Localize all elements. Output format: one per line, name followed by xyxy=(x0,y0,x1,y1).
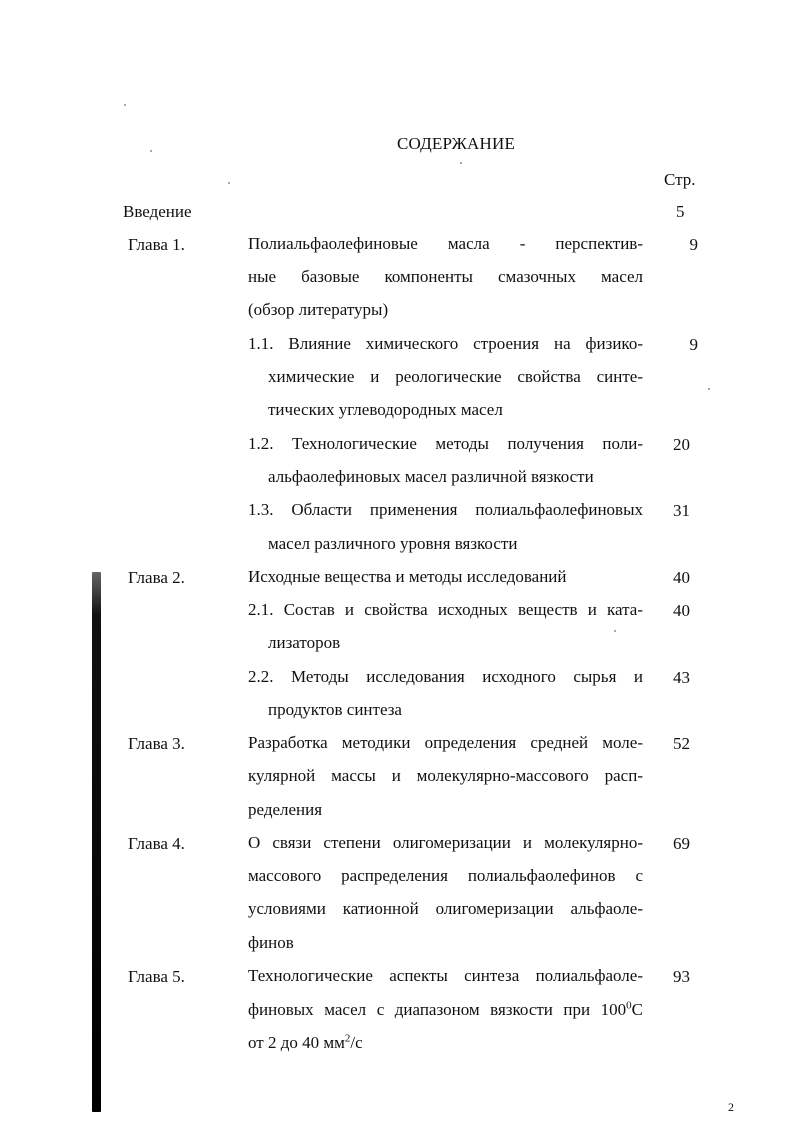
section-2-2-line: продуктов синтеза xyxy=(268,700,402,719)
chapter-5-title-line-3 xyxy=(248,1034,643,1051)
page-number: 2 xyxy=(728,1100,734,1114)
chapter-5-line-3-unit: /с xyxy=(350,1033,363,1052)
section-1-1-line: 1.1. Влияние химического строения на физико- xyxy=(248,334,643,353)
chapter-2-page: 40 xyxy=(673,568,690,587)
chapter-5-line-2-text: финовых масел с диапазоном вязкости при 100 xyxy=(248,1000,627,1019)
chapter-3-title-line: кулярной массы и молекулярно-массового расп- xyxy=(248,766,643,785)
chapter-4-title-line: условиями катионной олигомеризации альфаоле- xyxy=(248,899,643,918)
scan-speck xyxy=(614,630,616,632)
chapter-4-title-line: О связи степени олигомеризации и молекулярно- xyxy=(248,833,643,852)
chapter-1-page: 9 xyxy=(689,235,698,254)
chapter-1-title-line: (обзор литературы) xyxy=(248,300,389,319)
section-1-2-line: альфаолефиновых масел различной вязкости xyxy=(268,467,594,486)
chapter-1-title-line: Полиальфаолефиновые масла - перспектив- xyxy=(248,234,643,253)
section-1-3-line: масел различного уровня вязкости xyxy=(268,534,518,553)
squared-superscript: 2 xyxy=(344,1032,351,1045)
intro-page: 5 xyxy=(676,202,685,221)
chapter-3-label: Глава 3. xyxy=(128,734,185,753)
chapter-4-title-line: финов xyxy=(248,933,294,952)
chapter-1-title-line: ные базовые компоненты смазочных масел xyxy=(248,267,643,286)
page-column-label: Стр. xyxy=(664,170,696,189)
section-1-3-line: 1.3. Области применения полиальфаолефиновых xyxy=(248,500,643,519)
section-2-2-line: 2.2. Методы исследования исходного сырья и xyxy=(248,667,643,686)
section-1-3-page: 31 xyxy=(673,501,690,520)
chapter-3-title-line: ределения xyxy=(248,800,323,819)
chapter-5-page: 93 xyxy=(673,967,690,986)
chapter-4-page: 69 xyxy=(673,834,690,853)
scan-speck xyxy=(708,388,710,390)
chapter-5-label: Глава 5. xyxy=(128,967,185,986)
chapter-3-title-line: Разработка методики определения средней моле- xyxy=(248,733,643,752)
chapter-3-page: 52 xyxy=(673,734,690,753)
degree-superscript: 0 xyxy=(626,999,632,1012)
chapter-5-line-2-unit: С xyxy=(631,1000,643,1019)
chapter-4-title-line: массового распределения полиальфаолефинов с xyxy=(248,866,643,885)
chapter-5-line-3-text: от 2 до 40 мм xyxy=(248,1033,345,1052)
chapter-5-title-line: Технологические аспекты синтеза полиальфаоле- xyxy=(248,966,643,985)
section-1-1-page: 9 xyxy=(689,335,698,354)
section-1-2-page: 20 xyxy=(673,435,690,454)
section-1-1-line: тических углеводородных масел xyxy=(268,400,503,419)
scan-edge-shadow xyxy=(92,572,101,1112)
chapter-5-title-line-2 xyxy=(248,1001,643,1018)
intro-label: Введение xyxy=(123,202,192,221)
chapter-2-label: Глава 2. xyxy=(128,568,185,587)
chapter-4-label: Глава 4. xyxy=(128,834,185,853)
page-title: СОДЕРЖАНИЕ xyxy=(396,134,516,153)
chapter-2-title-line: Исходные вещества и методы исследований xyxy=(248,567,567,586)
section-2-1-line: лизаторов xyxy=(268,633,341,652)
section-2-1-line: 2.1. Состав и свойства исходных веществ и ката- xyxy=(248,600,643,619)
scan-speck xyxy=(460,162,462,164)
chapter-1-label: Глава 1. xyxy=(128,235,185,254)
scan-speck xyxy=(228,182,230,184)
section-2-2-page: 43 xyxy=(673,668,690,687)
section-2-1-page: 40 xyxy=(673,601,690,620)
section-1-2-line: 1.2. Технологические методы получения поли- xyxy=(248,434,643,453)
scan-speck xyxy=(124,104,126,106)
section-1-1-line: химические и реологические свойства синте- xyxy=(268,367,643,386)
